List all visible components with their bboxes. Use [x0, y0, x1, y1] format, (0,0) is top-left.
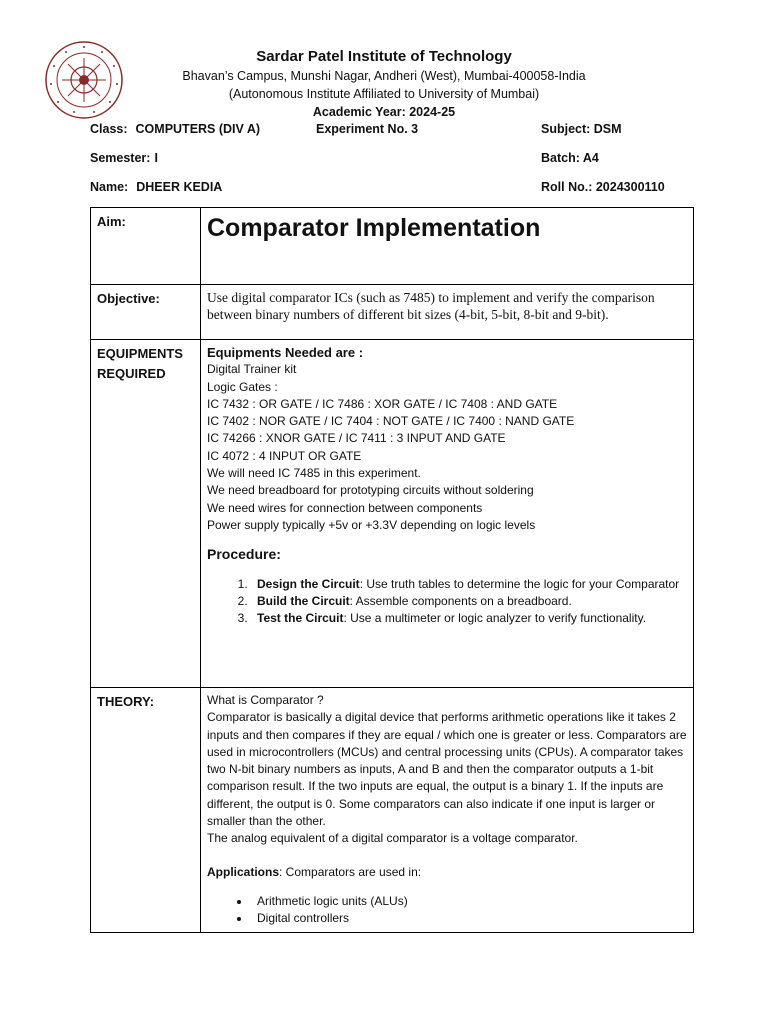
- procedure-list: [207, 576, 687, 628]
- application-item: • Arithmetic logic units (ALUs): [251, 893, 687, 910]
- equipment-label-line-2: REQUIRED: [97, 366, 166, 381]
- procedure-step-text: : Assemble components on a breadboard.: [349, 593, 572, 608]
- equipment-line: We will need IC 7485 in this experiment.: [207, 466, 421, 481]
- procedure-step-title: Design the Circuit: [257, 576, 360, 591]
- applications-text: : Comparators are used in:: [279, 864, 422, 879]
- theory-question: What is Comparator ?: [207, 693, 324, 707]
- class-label: Class:: [90, 122, 128, 136]
- equipment-line: Digital Trainer kit: [207, 362, 297, 377]
- aim-label: Aim:: [91, 208, 201, 285]
- objective-cell: [201, 285, 694, 340]
- objective-row: [91, 285, 694, 340]
- theory-row: [91, 688, 694, 933]
- equipment-line: IC 74266 : XNOR GATE / IC 7411 : 3 INPUT AND GATE: [207, 431, 506, 446]
- aim-row: [91, 208, 694, 285]
- name-value: DHEER KEDIA: [136, 180, 223, 194]
- theory-analog-note: The analog equivalent of a digital comparator is a voltage comparator.: [207, 831, 578, 846]
- applications-list: [207, 893, 687, 928]
- objective-label: Objective:: [91, 285, 201, 340]
- equipment-line: We need breadboard for prototyping circuits without soldering: [207, 483, 534, 498]
- equipment-heading: Equipments Needed are :: [207, 345, 364, 360]
- procedure-step-title: Test the Circuit: [257, 611, 344, 626]
- equipment-label: [91, 340, 201, 688]
- institute-name: Sardar Patel Institute of Technology: [256, 48, 512, 65]
- equipment-line: IC 4072 : 4 INPUT OR GATE: [207, 448, 362, 463]
- semester-label: Semester:: [90, 151, 151, 165]
- aim-cell: [201, 208, 694, 285]
- procedure-step-text: : Use truth tables to determine the logic for your Comparator: [359, 576, 680, 591]
- semester-field: [90, 151, 158, 165]
- theory-text: Comparator is basically a digital device that performs arithmetic operations like it takes 2 inputs and then compares if they are equal / which one is greater or less. Comparators are used in microcontrollers (MCUs) and central processing units (CPUs). A comparator takes two N-bit binary numbers as inputs, A and B and then the comparator outputs a 1-bit comparison result. If the two inputs are equal, the output is a binary 1. If the inputs are different, the output is 0. Some comparators can also indicate if one input is larger or smaller than the other.: [207, 710, 687, 829]
- application-item: • Digital controllers: [251, 910, 687, 927]
- equipment-line: We need wires for connection between components: [207, 500, 483, 515]
- equipment-cell: [201, 340, 694, 688]
- name-label: Name:: [90, 180, 129, 194]
- applications-label: Applications: [207, 864, 280, 879]
- institute-affiliation: (Autonomous Institute Affiliated to University of Mumbai): [228, 87, 540, 101]
- procedure-step-title: Build the Circuit: [257, 593, 350, 608]
- spacer: [207, 848, 687, 864]
- subject-field: Subject: DSM: [541, 122, 622, 136]
- experiment-number: Experiment No. 3: [316, 122, 419, 136]
- theory-cell: [201, 688, 694, 933]
- name-field: [90, 180, 222, 194]
- institute-address: Bhavan’s Campus, Munshi Nagar, Andheri (West), Mumbai-400058-India: [182, 69, 586, 83]
- semester-value: I: [154, 151, 158, 165]
- procedure-step: [251, 576, 687, 593]
- equipment-label-line-1: EQUIPMENTS: [97, 346, 183, 361]
- procedure-step: [251, 610, 687, 627]
- batch-field: Batch: A4: [541, 151, 599, 165]
- class-value: COMPUTERS (DIV A): [135, 122, 261, 136]
- objective-text: Use digital comparator ICs (such as 7485) to implement and verify the comparison between binary numbers of different bit sizes (4-bit, 5-bit, 8-bit and 9-bit).: [207, 290, 655, 322]
- experiment-table: [90, 207, 694, 933]
- procedure-step: [251, 593, 687, 610]
- academic-year: Academic Year: 2024-25: [312, 105, 456, 119]
- aim-title: Comparator Implementation: [207, 214, 541, 242]
- equipment-line: Power supply typically +5v or +3.3V depending on logic levels: [207, 517, 536, 532]
- equipment-row: [91, 340, 694, 688]
- applications-intro: [207, 864, 687, 881]
- roll-number-field: Roll No.: 2024300110: [541, 180, 665, 194]
- procedure-heading: Procedure:: [207, 546, 281, 563]
- equipment-line: Logic Gates :: [207, 379, 278, 394]
- equipment-line: IC 7402 : NOR GATE / IC 7404 : NOT GATE / IC 7400 : NAND GATE: [207, 414, 575, 429]
- procedure-step-text: : Use a multimeter or logic analyzer to verify functionality.: [343, 611, 647, 626]
- class-field: [90, 122, 260, 136]
- equipment-line: IC 7432 : OR GATE / IC 7486 : XOR GATE / IC 7408 : AND GATE: [207, 396, 558, 411]
- theory-label: THEORY:: [91, 688, 201, 933]
